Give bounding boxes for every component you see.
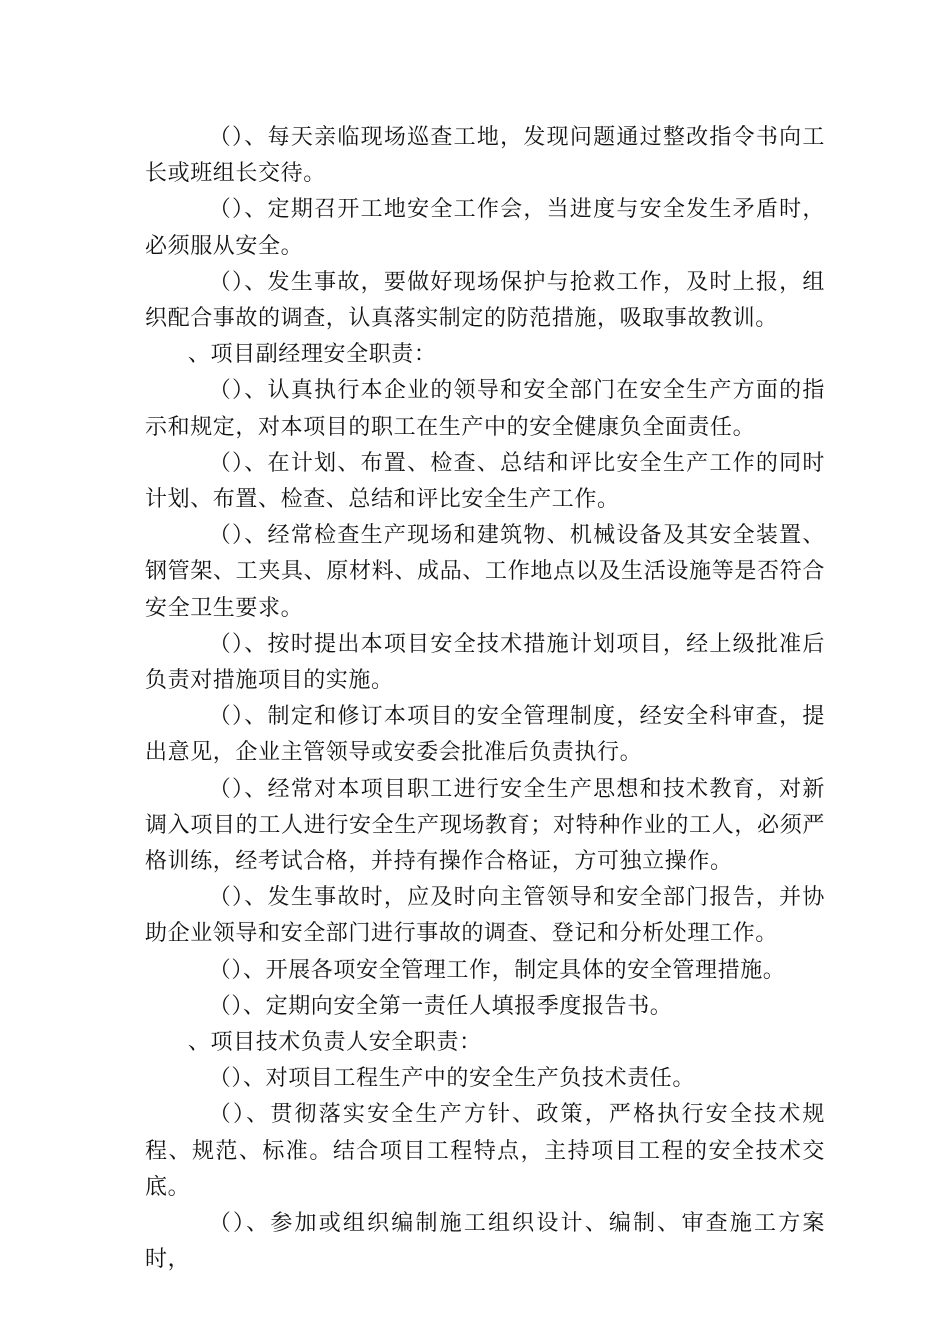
paragraph-2: （）、定期召开工地安全工作会，当进度与安全发生矛盾时，必须服从安全。 [145,197,825,259]
paragraph-5: （）、认真执行本企业的领导和安全部门在安全生产方面的指示和规定，对本项目的职工在生产中的安全健康负全面责任。 [145,378,825,440]
paragraph-15: （）、对项目工程生产中的安全生产负技术责任。 [208,1066,695,1092]
paragraph-1: （）、每天亲临现场巡查工地，发现问题通过整改指令书向工长或班组长交待。 [145,125,825,187]
paragraph-9: （）、制定和修订本项目的安全管理制度，经安全科审查，提出意见，企业主管领导或安委会批准后负责执行。 [145,704,825,766]
paragraph-10: （）、经常对本项目职工进行安全生产思想和技术教育，对新调入项目的工人进行安全生产现场教育；对特种作业的工人，必须严格训练，经考试合格，并持有操作合格证，方可独立操作。 [145,776,825,875]
paragraph-7: （）、经常检查生产现场和建筑物、机械设备及其安全装置、钢管架、工夹具、原材料、成品、工作地点以及生活设施等是否符合安全卫生要求。 [145,523,825,621]
paragraph-8: （）、按时提出本项目安全技术措施计划项目，经上级批准后负责对措施项目的实施。 [145,631,825,694]
document-body [145,120,825,1279]
section-heading-deputy-manager: 、项目副经理安全职责： [187,342,437,368]
paragraph-3: （）、发生事故，要做好现场保护与抢救工作，及时上报，组织配合事故的调查，认真落实制定的防范措施，吸取事故教训。 [145,269,825,332]
paragraph-17: （）、参加或组织编制施工组织设计、编制、审查施工方案时， [145,1211,825,1273]
paragraph-16: （）、贯彻落实安全生产方针、政策，严格执行安全技术规程、规范、标准。结合项目工程特点，主持项目工程的安全技术交底。 [145,1102,825,1200]
paragraph-6: （）、在计划、布置、检查、总结和评比安全生产工作的同时计划、布置、检查、总结和评比安全生产工作。 [145,450,825,513]
paragraph-11: （）、发生事故时，应及时向主管领导和安全部门报告，并协助企业领导和安全部门进行事故的调查、登记和分析处理工作。 [145,885,825,947]
paragraph-12: （）、开展各项安全管理工作，制定具体的安全管理措施。 [208,957,786,983]
section-heading-technical-lead: 、项目技术负责人安全职责： [187,1030,482,1056]
paragraph-13: （）、定期向安全第一责任人填报季度报告书。 [208,993,673,1019]
